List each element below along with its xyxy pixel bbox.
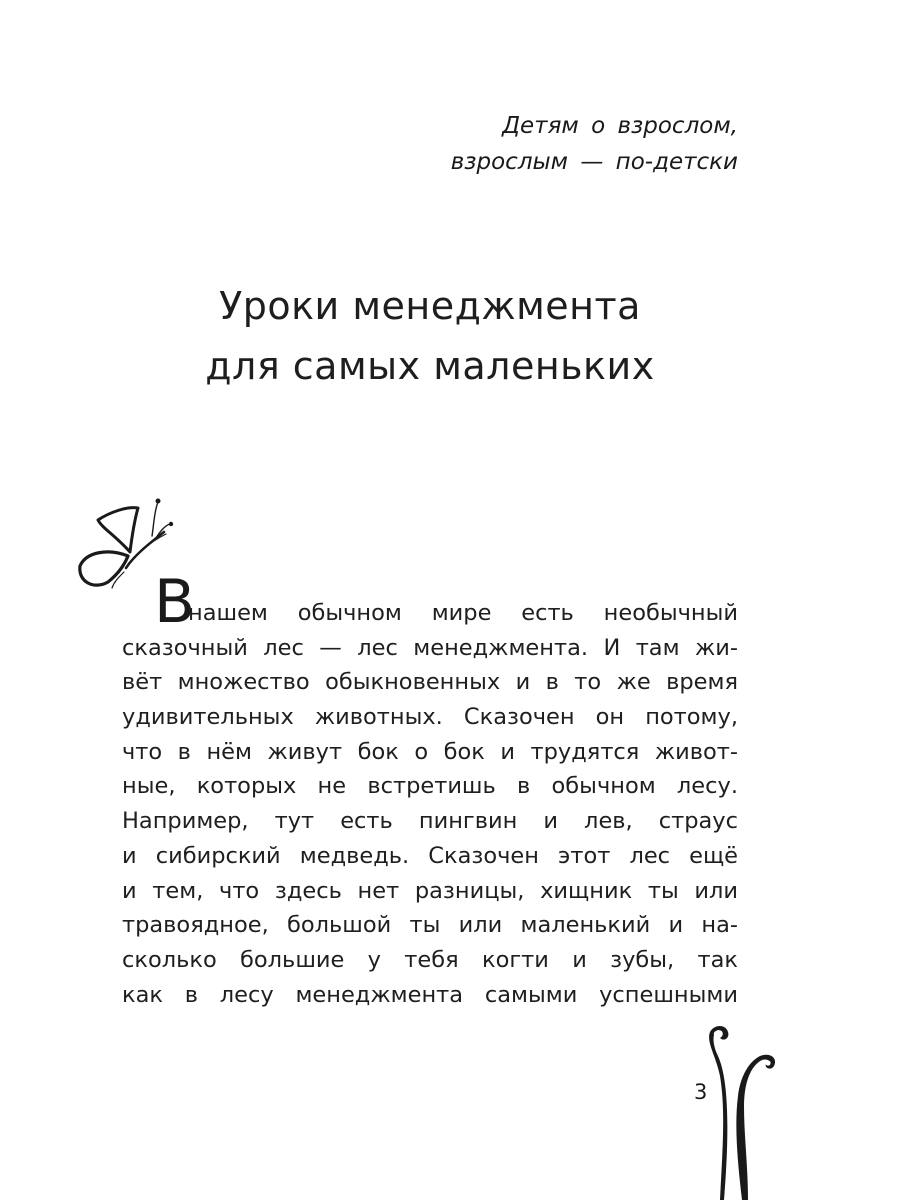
text-line: что в нём живут бок о бок и трудятся живот- (122, 738, 738, 765)
text-line: удивительных животных. Сказочен он потому, (122, 704, 738, 731)
text-line: вёт множество обыкновенных и в то же время (122, 669, 738, 696)
text-line: как в лесу менеджмента самыми успешными (122, 981, 738, 1008)
text-line: травоядное, большой ты или маленький и на- (122, 912, 738, 939)
text-line: и тем, что здесь нет разницы, хищник ты или (122, 877, 738, 904)
text-line: нашем обычном мире есть необычный (188, 600, 738, 626)
drop-cap: В (154, 567, 196, 637)
page-title (0, 276, 860, 396)
swirl-ornament-icon (698, 1016, 788, 1200)
text-line: ные, которых не встретишь в обычном лесу. (122, 773, 738, 800)
title-line-2: для самых маленьких (205, 344, 655, 388)
title-line-1: Уроки менеджмента (219, 284, 641, 328)
page-number: 3 (694, 1080, 708, 1104)
epigraph-line-1: Детям о взрослом, (502, 113, 738, 139)
text-line: сколько большие у тебя когти и зубы, так (122, 946, 738, 973)
text-line: и сибирский медведь. Сказочен этот лес ещё (122, 842, 738, 869)
text-line: сказочный лес — лес менеджмента. И там жи- (122, 634, 738, 661)
epigraph (451, 108, 738, 180)
body-paragraph (122, 596, 738, 1012)
text-line: Например, тут есть пингвин и лев, страус (122, 808, 738, 835)
epigraph-line-2: взрослым — по-детски (450, 149, 738, 175)
